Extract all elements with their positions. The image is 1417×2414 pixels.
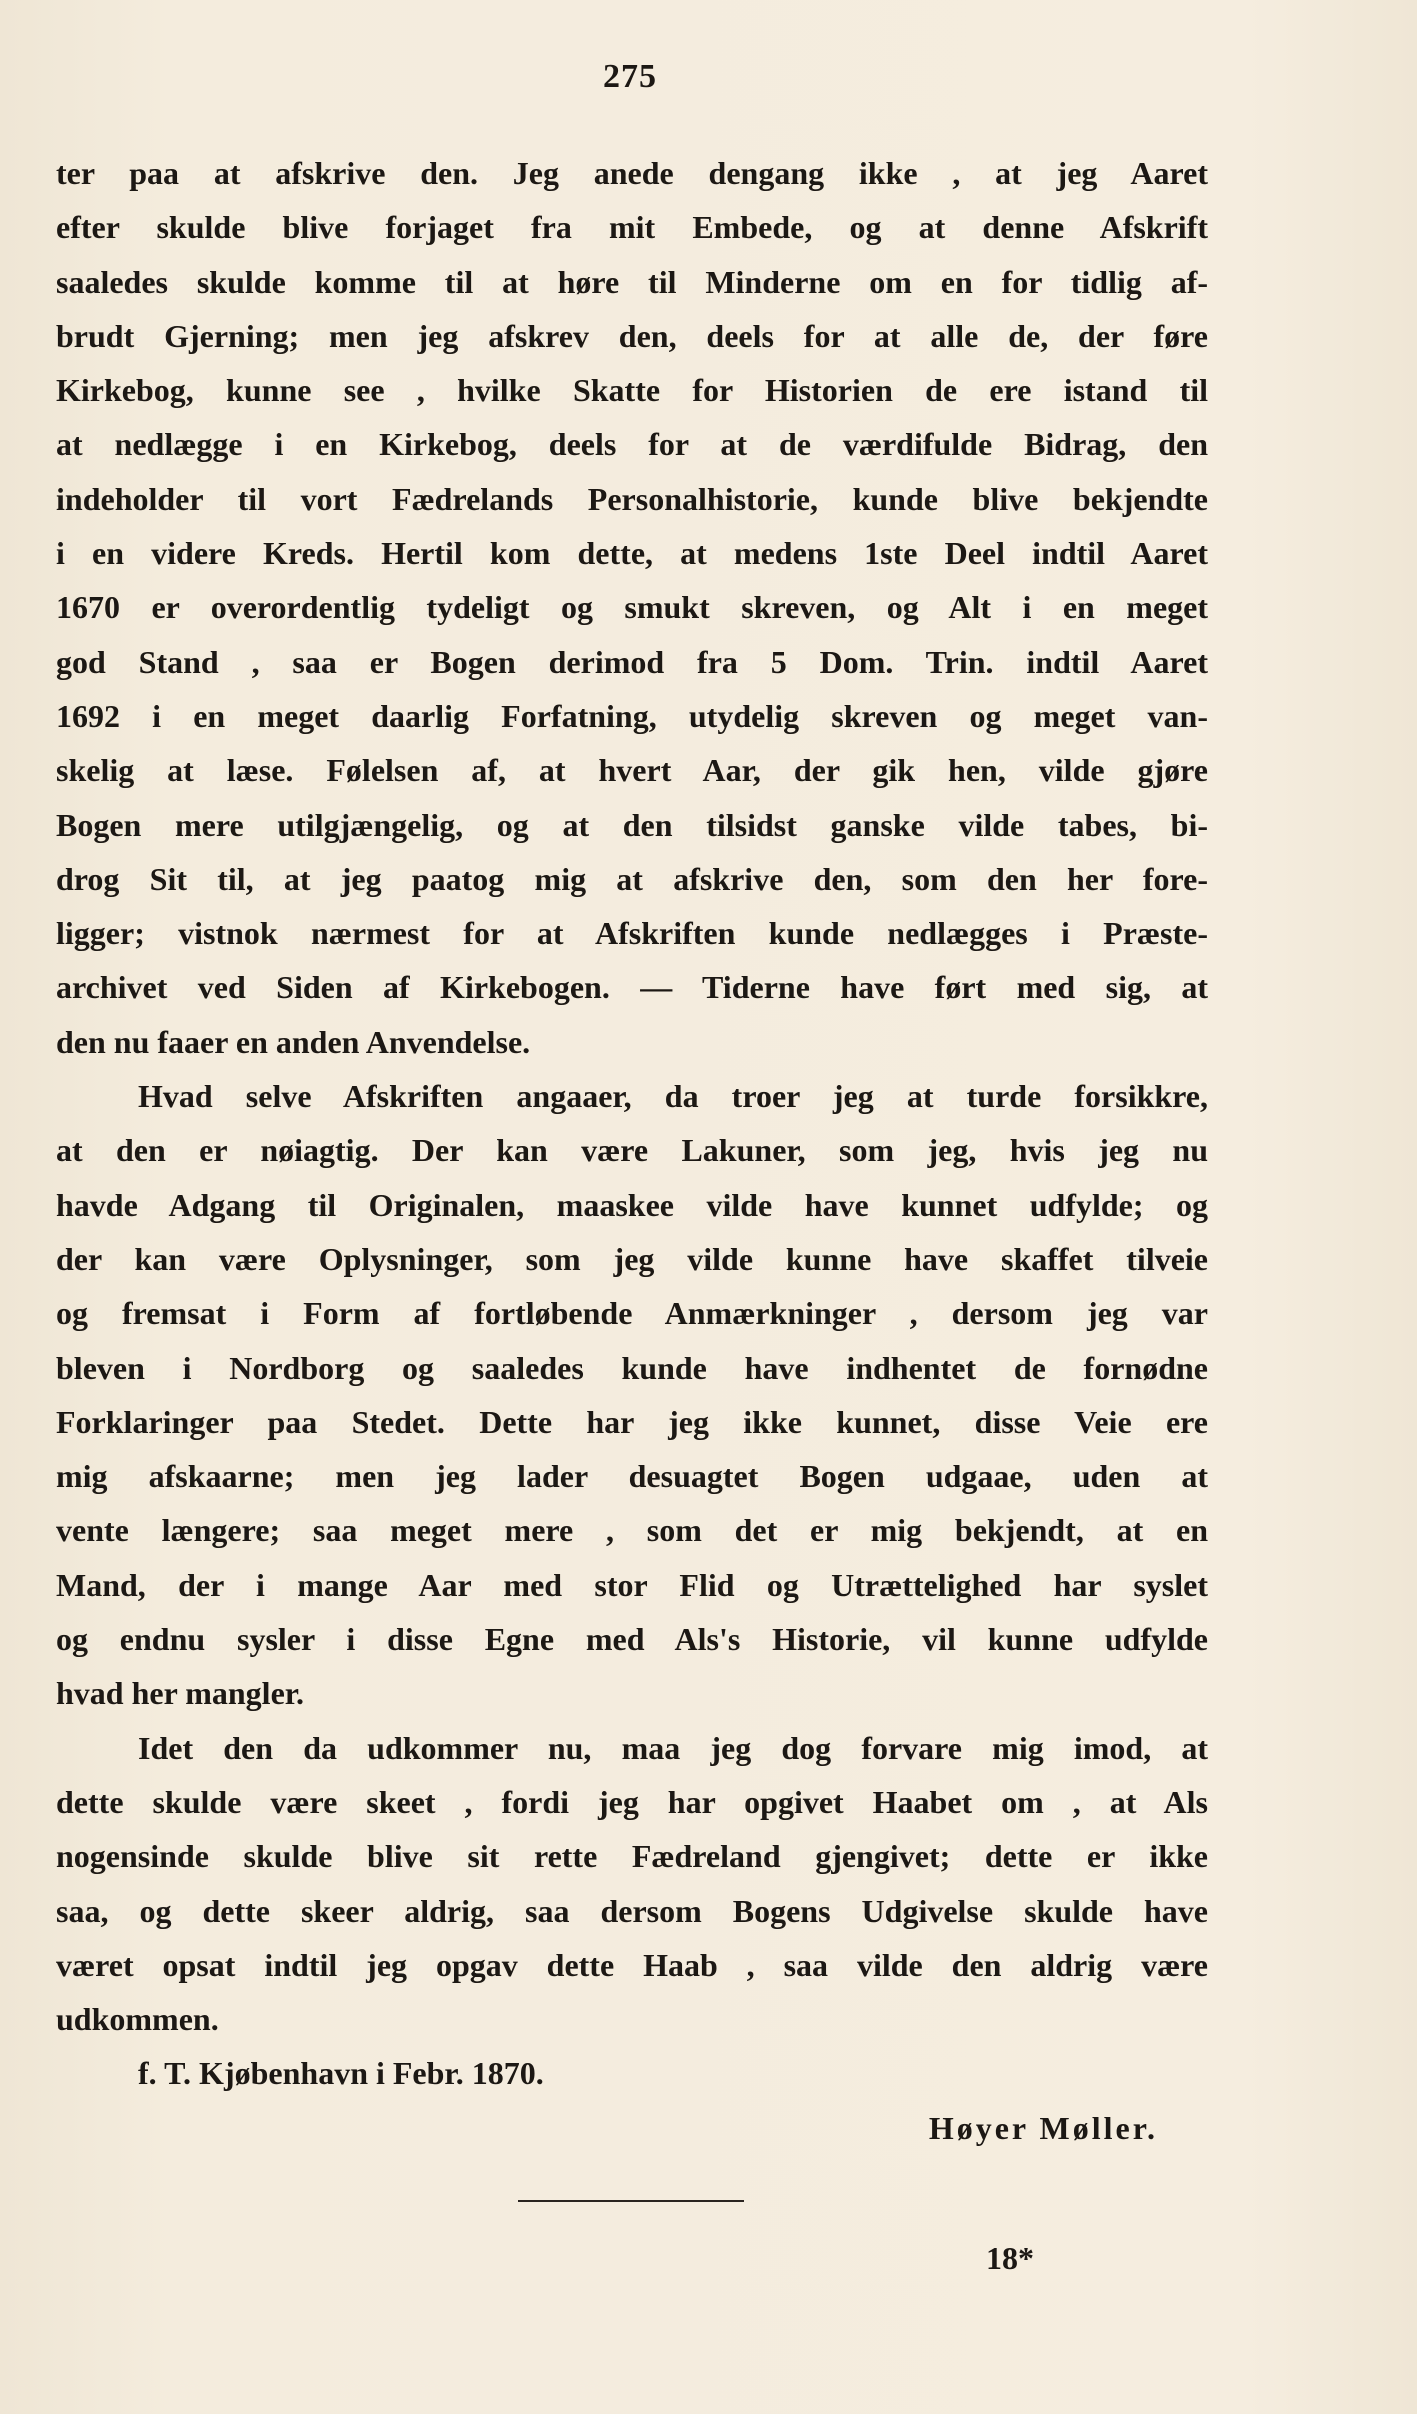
text-line: indeholder til vort Fædrelands Personalhistorie, kunde blive bekjendte [56,480,1208,517]
text-line: der kan være Oplysninger, som jeg vilde kunne have skaffet tilveie [56,1240,1208,1277]
text-line: og fremsat i Form af fortløbende Anmærkninger , dersom jeg var [56,1295,1208,1332]
text-line: dette skulde være skeet , fordi jeg har opgivet Haabet om , at Als [56,1783,1208,1820]
text-line: den nu faaer en anden Anvendelse. [56,1023,531,1060]
text-line: f. T. Kjøbenhavn i Febr. 1870. [138,2055,544,2092]
text-line: og endnu sysler i disse Egne med Als's Historie, vil kunne udfylde [56,1621,1208,1658]
text-line: Høyer Møller. [928,2109,1158,2146]
text-line: saaledes skulde komme til at høre til Minderne om en for tidlig af- [56,263,1208,300]
page-number: 275 [603,58,657,95]
text-line: saa, og dette skeer aldrig, saa dersom Bogens Udgivelse skulde have [56,1892,1208,1929]
text-line: Kirkebog, kunne see , hvilke Skatte for Historien de ere istand til [56,372,1208,409]
text-line: ter paa at afskrive den. Jeg anede dengang ikke , at jeg Aaret [56,155,1208,191]
text-line: nogensinde skulde blive sit rette Fædreland gjengivet; dette er ikke [56,1838,1208,1875]
text-line: at den er nøiagtig. Der kan være Lakuner, som jeg, hvis jeg nu [56,1132,1208,1169]
text-line: archivet ved Siden af Kirkebogen. — Tiderne have ført med sig, at [56,969,1208,1006]
text-line: Bogen mere utilgjængelig, og at den tilsidst ganske vilde tabes, bi- [56,806,1208,843]
text-line: vente længere; saa meget mere , som det er mig bekjendt, at en [56,1512,1208,1549]
text-line: Hvad selve Afskriften angaaer, da troer jeg at turde forsikkre, [138,1078,1208,1115]
signature-mark: 18* [986,2240,1034,2276]
text-line: at nedlægge i en Kirkebog, deels for at de værdifulde Bidrag, den [56,426,1208,463]
text-line: 1670 er overordentlig tydeligt og smukt skreven, og Alt i en meget [56,589,1208,626]
text-line: god Stand , saa er Bogen derimod fra 5 Dom. Trin. indtil Aaret [56,643,1208,680]
text-line: udkommen. [56,2001,219,2038]
text-line: 1692 i en meget daarlig Forfatning, utydelig skreven og meget van- [56,697,1208,734]
text-line: ligger; vistnok nærmest for at Afskriften kunde nedlægges i Præste- [56,915,1208,952]
text-line: mig afskaarne; men jeg lader desuagtet Bogen udgaae, uden at [56,1458,1208,1495]
text-line: været opsat indtil jeg opgav dette Haab , saa vilde den aldrig være [56,1946,1208,1983]
text-line: hvad her mangler. [56,1675,305,1712]
text-line: i en videre Kreds. Hertil kom dette, at medens 1ste Deel indtil Aaret [56,535,1208,572]
text-line: Idet den da udkommer nu, maa jeg dog forvare mig imod, at [138,1729,1208,1766]
text-line: Forklaringer paa Stedet. Dette har jeg ikke kunnet, disse Veie ere [56,1403,1208,1440]
text-line: havde Adgang til Originalen, maaskee vilde have kunnet udfylde; og [56,1186,1208,1223]
text-line: Mand, der i mange Aar med stor Flid og Utrættelighed har syslet [56,1566,1208,1603]
text-line: bleven i Nordborg og saaledes kunde have indhentet de fornødne [56,1349,1208,1386]
text-line: drog Sit til, at jeg paatog mig at afskrive den, som den her fore- [56,860,1208,897]
text-line: efter skulde blive forjaget fra mit Embede, og at denne Afskrift [56,209,1208,246]
body-text [56,146,1208,2155]
closing-rule [518,2200,744,2202]
text-line: skelig at læse. Følelsen af, at hvert Aar, der gik hen, vilde gjøre [56,752,1208,789]
text-line: brudt Gjerning; men jeg afskrev den, deels for at alle de, der føre [56,317,1208,354]
